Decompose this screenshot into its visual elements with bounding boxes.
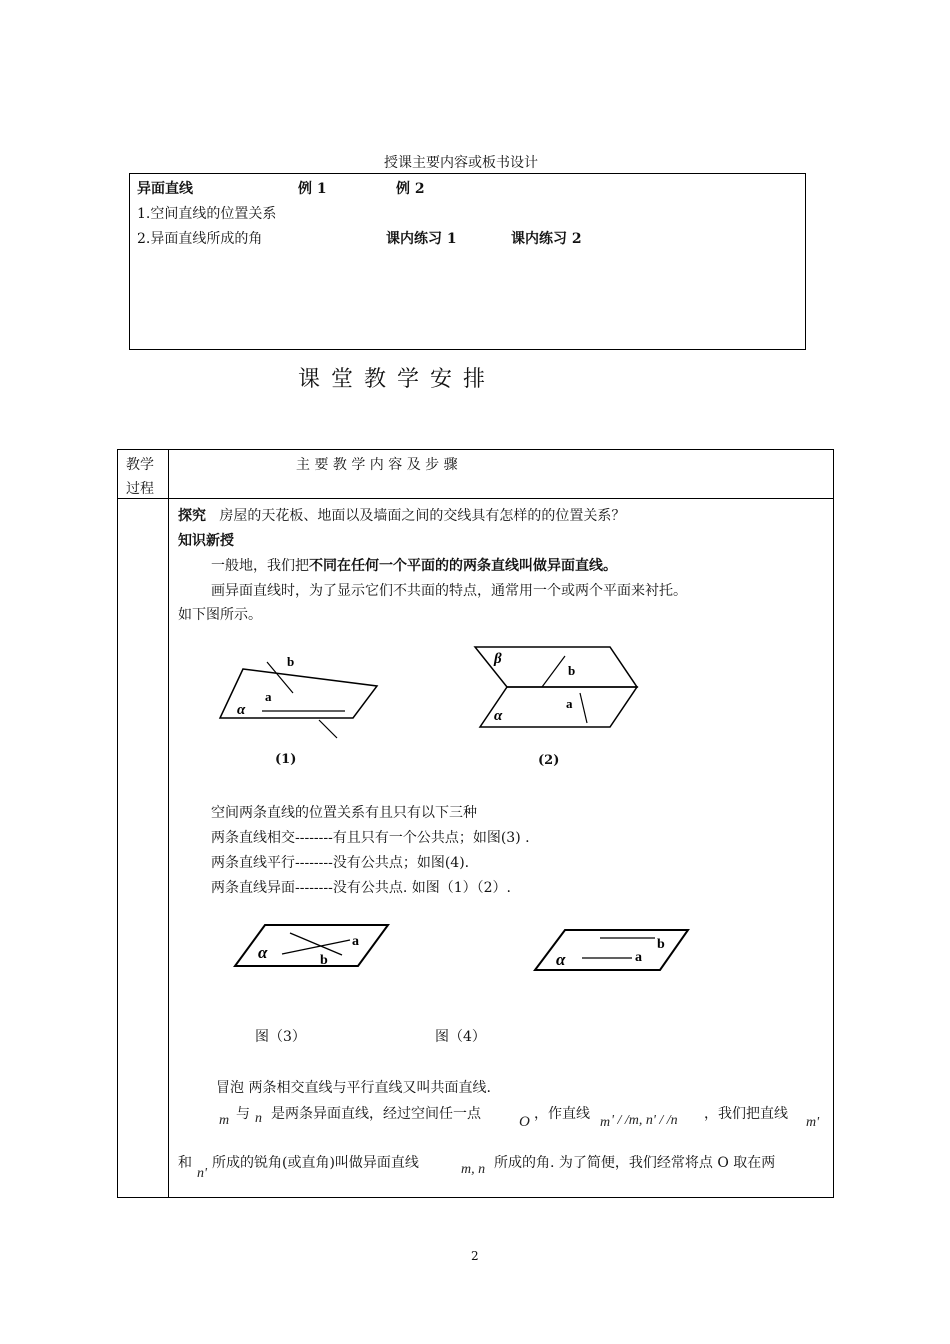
fig1-label-alpha: α	[237, 702, 246, 718]
angle-m-prime: m	[600, 1115, 611, 1130]
fig2-plane-alpha	[480, 687, 637, 727]
figure-1-caption: (1)	[275, 752, 297, 767]
table-col1-header-line1: 教学	[126, 457, 154, 473]
board-practice-2: 课内练习 2	[511, 231, 582, 247]
figure-3-caption: 图（3）	[255, 1029, 306, 1045]
fig3-line-a	[282, 940, 350, 954]
fig2-line-b	[542, 656, 565, 687]
table-col2-header: 主 要 教 学 内 容 及 步 骤	[296, 457, 458, 473]
fig3-label-a: a	[352, 934, 359, 949]
angle-n: n	[255, 1111, 262, 1126]
angle-m-2: m'	[806, 1115, 820, 1130]
definition-bold: 不同在任何一个平面的的两条直线叫做异面直线。	[309, 558, 617, 574]
figure-4	[530, 925, 695, 975]
board-practice-1: 课内练习 1	[386, 231, 457, 247]
board-box	[129, 173, 806, 350]
section-title: 课 堂 教 学 安 排	[298, 367, 487, 392]
explore-label: 探究	[178, 508, 206, 524]
fig4-label-alpha: α	[556, 950, 566, 969]
board-example-2: 例 2	[396, 181, 425, 197]
fig2-line-a	[580, 693, 587, 723]
fig4-label-b: b	[657, 937, 665, 952]
board-item-2: 2.异面直线所成的角	[137, 231, 263, 247]
angle-m: m	[219, 1113, 230, 1128]
relation-intersecting: 两条直线相交--------有且只有一个公共点；如图(3) .	[211, 830, 530, 846]
angle-text-5: 所成的角. 为了简便，我们经常将点 O 取在两	[494, 1155, 776, 1171]
explore-line	[178, 505, 625, 525]
board-heading: 异面直线	[137, 181, 193, 197]
angle-text-3: ，我们把直线	[704, 1106, 788, 1122]
draw-text: 画异面直线时，为了显示它们不共面的特点，通常用一个或两个平面来衬托。	[211, 583, 687, 599]
table-header-divider	[117, 498, 833, 499]
bubble-label: 冒泡	[216, 1080, 244, 1096]
knowledge-label: 知识新授	[178, 533, 234, 549]
angle-text-4: 所成的锐角(或直角)叫做异面直线	[212, 1155, 419, 1171]
fig1-label-a: a	[265, 689, 272, 704]
board-item-1: 1.空间直线的位置关系	[137, 206, 277, 222]
angle-text-2: ，作直线	[534, 1106, 590, 1122]
bubble-text: 两条相交直线与平行直线又叫共面直线.	[248, 1080, 491, 1096]
fig4-label-a: a	[635, 950, 642, 965]
relation-parallel: 两条直线平行--------没有公共点；如图(4).	[211, 855, 470, 871]
figure-3	[230, 920, 395, 975]
figure-4-caption: 图（4）	[435, 1029, 486, 1045]
explore-text: 房屋的天花板、地面以及墙面之间的交线具有怎样的的位置关系？	[219, 508, 626, 524]
angle-n-2: n'	[197, 1166, 207, 1181]
fig2-label-b: b	[568, 663, 576, 678]
figure-2-caption: (2)	[538, 753, 560, 768]
angle-point-o: O	[519, 1114, 530, 1130]
relation-skew: 两条直线异面--------没有公共点. 如图（1）（2）.	[211, 880, 512, 896]
table-column-divider	[168, 449, 169, 1197]
angle-he: 和	[178, 1155, 192, 1171]
angle-parallel-expr: ' / /m, n' / /n	[611, 1113, 678, 1128]
fig2-label-beta: β	[494, 651, 502, 667]
page-number: 2	[471, 1249, 479, 1263]
board-caption: 授课主要内容或板书设计	[384, 155, 538, 171]
bubble-line	[216, 1077, 491, 1097]
angle-text-1: 是两条异面直线，经过空间任一点	[271, 1106, 481, 1122]
fig3-line-b	[290, 933, 342, 955]
relation-intro: 空间两条直线的位置关系有且只有以下三种	[211, 805, 477, 821]
angle-yu: 与	[236, 1106, 250, 1122]
fig2-label-alpha: α	[494, 708, 503, 724]
draw-text-2: 如下图所示。	[178, 607, 262, 623]
board-example-1: 例 1	[298, 181, 327, 197]
table-col1-header-line2: 过程	[126, 481, 154, 497]
figure-1	[215, 650, 385, 745]
fig3-label-alpha: α	[258, 943, 268, 962]
figure-2	[470, 640, 645, 735]
fig1-label-b: b	[287, 654, 295, 669]
fig3-label-b: b	[320, 953, 328, 968]
fig1-line-b-lower	[319, 720, 337, 738]
definition-prefix: 一般地，我们把	[211, 558, 309, 574]
definition-line	[211, 555, 617, 575]
fig2-label-a: a	[566, 696, 573, 711]
angle-mn: m, n	[461, 1162, 486, 1177]
